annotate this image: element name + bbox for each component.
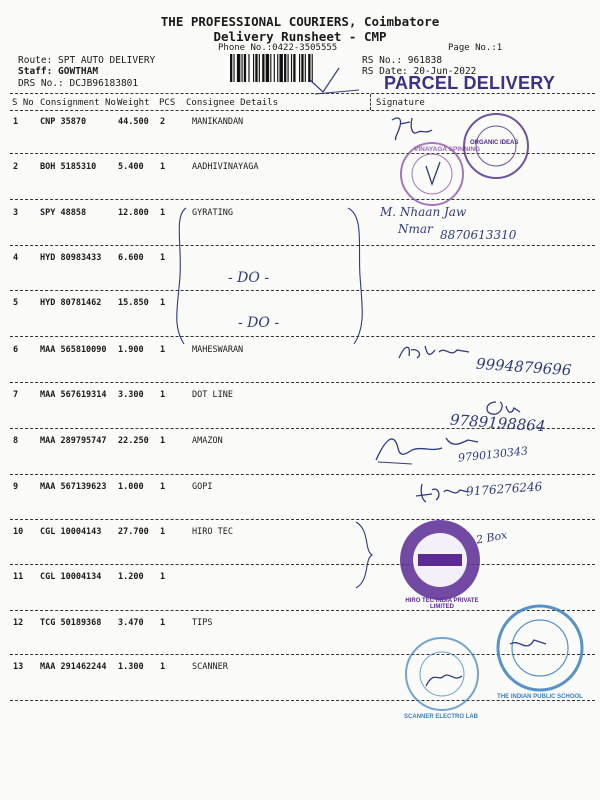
row-consignee: GOPI — [192, 482, 213, 492]
recipient-name2-row3: Nmar — [398, 222, 433, 236]
brace-rows-10-11 — [352, 520, 376, 590]
parcel-delivery-stamp: PARCEL DELIVERY — [384, 73, 556, 93]
row-consignment-no: MAA 289795747 — [40, 436, 107, 446]
barcode-bar — [237, 54, 240, 82]
barcode-bar — [262, 54, 264, 82]
row-sno: 9 — [13, 482, 19, 492]
row-consignee: AADHIVINAYAGA — [192, 162, 259, 172]
row-consignee: DOT LINE — [192, 390, 233, 400]
page-number: Page No.:1 — [448, 43, 503, 53]
barcode-bar — [274, 54, 275, 82]
row-divider — [10, 382, 595, 383]
spinning-mill-stamp-text: VINAYAGA SPINNING — [414, 146, 481, 153]
header-top-rule — [10, 93, 595, 94]
row-consignment-no: MAA 565810090 — [40, 345, 107, 355]
row-sno: 4 — [13, 253, 19, 263]
barcode-bar — [230, 54, 232, 82]
row-pcs: 2 — [160, 117, 166, 127]
indian-public-school-stamp-text: THE INDIAN PUBLIC SCHOOL — [497, 694, 583, 700]
rs-number: RS No.: 961838 — [362, 55, 443, 66]
barcode-bar — [277, 54, 278, 82]
drs-number: DRS No.: DCJB96183801 — [18, 78, 139, 89]
row-consignee: AMAZON — [192, 436, 223, 446]
barcode-bar — [244, 54, 246, 82]
row-sno: 8 — [13, 436, 19, 446]
hiro-tec-stamp — [398, 518, 482, 602]
phone-row7: 9789198864 — [449, 410, 546, 436]
row-sno: 11 — [13, 572, 24, 582]
row-consignee: MANIKANDAN — [192, 117, 244, 127]
barcode-bar — [279, 54, 282, 82]
row-weight: 6.600 — [118, 253, 144, 263]
row-pcs: 1 — [160, 208, 166, 218]
recipient-name-row3: M. Nhaan Jaw — [380, 205, 467, 219]
company-title: THE PROFESSIONAL COURIERS, Coimbatore — [160, 14, 440, 29]
row-weight: 1.200 — [118, 572, 144, 582]
row-weight: 12.800 — [118, 208, 149, 218]
barcode-bar — [291, 54, 292, 82]
row-consignment-no: MAA 291462244 — [40, 662, 107, 672]
rs-date: RS Date: 20-Jun-2022 — [362, 66, 477, 77]
row-sno: 1 — [13, 117, 19, 127]
hiro-tec-stamp-text: HIRO TEC INDIA PRIVATE LIMITED — [405, 598, 479, 610]
barcode-bar — [255, 54, 257, 82]
row-pcs: 1 — [160, 482, 166, 492]
runsheet-subtitle: Delivery Runsheet - CMP — [213, 29, 387, 44]
col-consignee: Consignee Details — [186, 98, 279, 108]
row-consignment-no: MAA 567619314 — [40, 390, 107, 400]
row-pcs: 1 — [160, 618, 166, 628]
staff-label: Staff: GOWTHAM — [18, 66, 99, 77]
barcode-bar — [242, 54, 243, 82]
row-consignment-no: CGL 10004134 — [40, 572, 102, 582]
row-consignee: HIRO TEC — [192, 527, 233, 537]
phone-number: Phone No.:0422-3505555 — [218, 43, 338, 53]
row-consignment-no: CGL 10004143 — [40, 527, 102, 537]
row-pcs: 1 — [160, 345, 166, 355]
row-divider — [10, 474, 595, 475]
row-weight: 27.700 — [118, 527, 149, 537]
row-divider — [10, 564, 595, 565]
row-weight: 22.250 — [118, 436, 149, 446]
col-signature: Signature — [376, 98, 425, 108]
signature-row6 — [395, 340, 475, 364]
row-pcs: 1 — [160, 298, 166, 308]
barcode-bar — [233, 54, 234, 82]
phone-row3: 8870613310 — [440, 228, 517, 242]
barcode-bar — [293, 54, 295, 82]
barcode-bar — [288, 54, 289, 82]
row-consignee: GYRATING — [192, 208, 233, 218]
barcode-bar — [284, 54, 286, 82]
row-consignment-no: HYD 80781462 — [40, 298, 102, 308]
row-weight: 1.900 — [118, 345, 144, 355]
barcode-bar — [248, 54, 249, 82]
row-sno: 2 — [13, 162, 19, 172]
row-divider — [10, 519, 595, 520]
note-row10: 2 Box — [475, 528, 509, 547]
row-consignee: TIPS — [192, 618, 213, 628]
row-weight: 1.300 — [118, 662, 144, 672]
ditto-row5: - DO - — [238, 315, 280, 331]
row-pcs: 1 — [160, 390, 166, 400]
scanner-electro-lab-stamp — [404, 636, 480, 712]
row-sno: 12 — [13, 618, 24, 628]
row-weight: 1.000 — [118, 482, 144, 492]
ditto-row4: - DO - — [228, 270, 270, 286]
row-weight: 44.500 — [118, 117, 149, 127]
barcode-bar — [299, 54, 300, 82]
col-sno: S No — [12, 98, 34, 108]
signature-col-divider — [370, 94, 371, 110]
indian-public-school-stamp — [496, 604, 584, 692]
row-weight: 3.470 — [118, 618, 144, 628]
row-consignee: MAHESWARAN — [192, 345, 244, 355]
signature-row9 — [412, 480, 472, 506]
row-sno: 7 — [13, 390, 19, 400]
row-divider — [10, 700, 595, 701]
barcode-bar — [259, 54, 260, 82]
col-weight: Weight — [117, 98, 150, 108]
row-consignment-no: HYD 80983433 — [40, 253, 102, 263]
organic-ideas-stamp — [460, 110, 532, 182]
phone-row6: 9994879696 — [475, 354, 572, 380]
phone-row8: 9790130343 — [457, 444, 529, 465]
row-weight: 3.300 — [118, 390, 144, 400]
row-sno: 5 — [13, 298, 19, 308]
row-pcs: 1 — [160, 662, 166, 672]
route-label: Route: SPT AUTO DELIVERY — [18, 55, 156, 66]
phone-row9: 9176276246 — [465, 479, 543, 499]
row-consignment-no: BOH 5185310 — [40, 162, 97, 172]
row-pcs: 1 — [160, 527, 166, 537]
row-pcs: 1 — [160, 572, 166, 582]
barcode-bar — [270, 54, 271, 82]
scanner-electro-lab-stamp-text: SCANNER ELECTRO LAB — [403, 714, 478, 720]
row-sno: 3 — [13, 208, 19, 218]
row-sno: 13 — [13, 662, 24, 672]
row-consignment-no: MAA 567139623 — [40, 482, 107, 492]
row-pcs: 1 — [160, 162, 166, 172]
row-sno: 10 — [13, 527, 24, 537]
row-consignment-no: SPY 48858 — [40, 208, 87, 218]
barcode-bar — [253, 54, 254, 82]
row-weight: 5.400 — [118, 162, 144, 172]
organic-ideas-stamp-text: ORGANIC IDEAS — [470, 140, 519, 146]
row-weight: 15.850 — [118, 298, 149, 308]
row-divider — [10, 199, 595, 200]
row-consignment-no: TCG 50189368 — [40, 618, 102, 628]
row-consignee: SCANNER — [192, 662, 228, 672]
barcode-bar — [301, 54, 303, 82]
barcode-bar — [266, 54, 269, 82]
row-consignment-no: CNP 35870 — [40, 117, 87, 127]
row-pcs: 1 — [160, 253, 166, 263]
col-consignment: Consignment No — [40, 98, 116, 108]
row-sno: 6 — [13, 345, 19, 355]
col-pcs: PCS — [159, 98, 176, 108]
row-pcs: 1 — [160, 436, 166, 446]
